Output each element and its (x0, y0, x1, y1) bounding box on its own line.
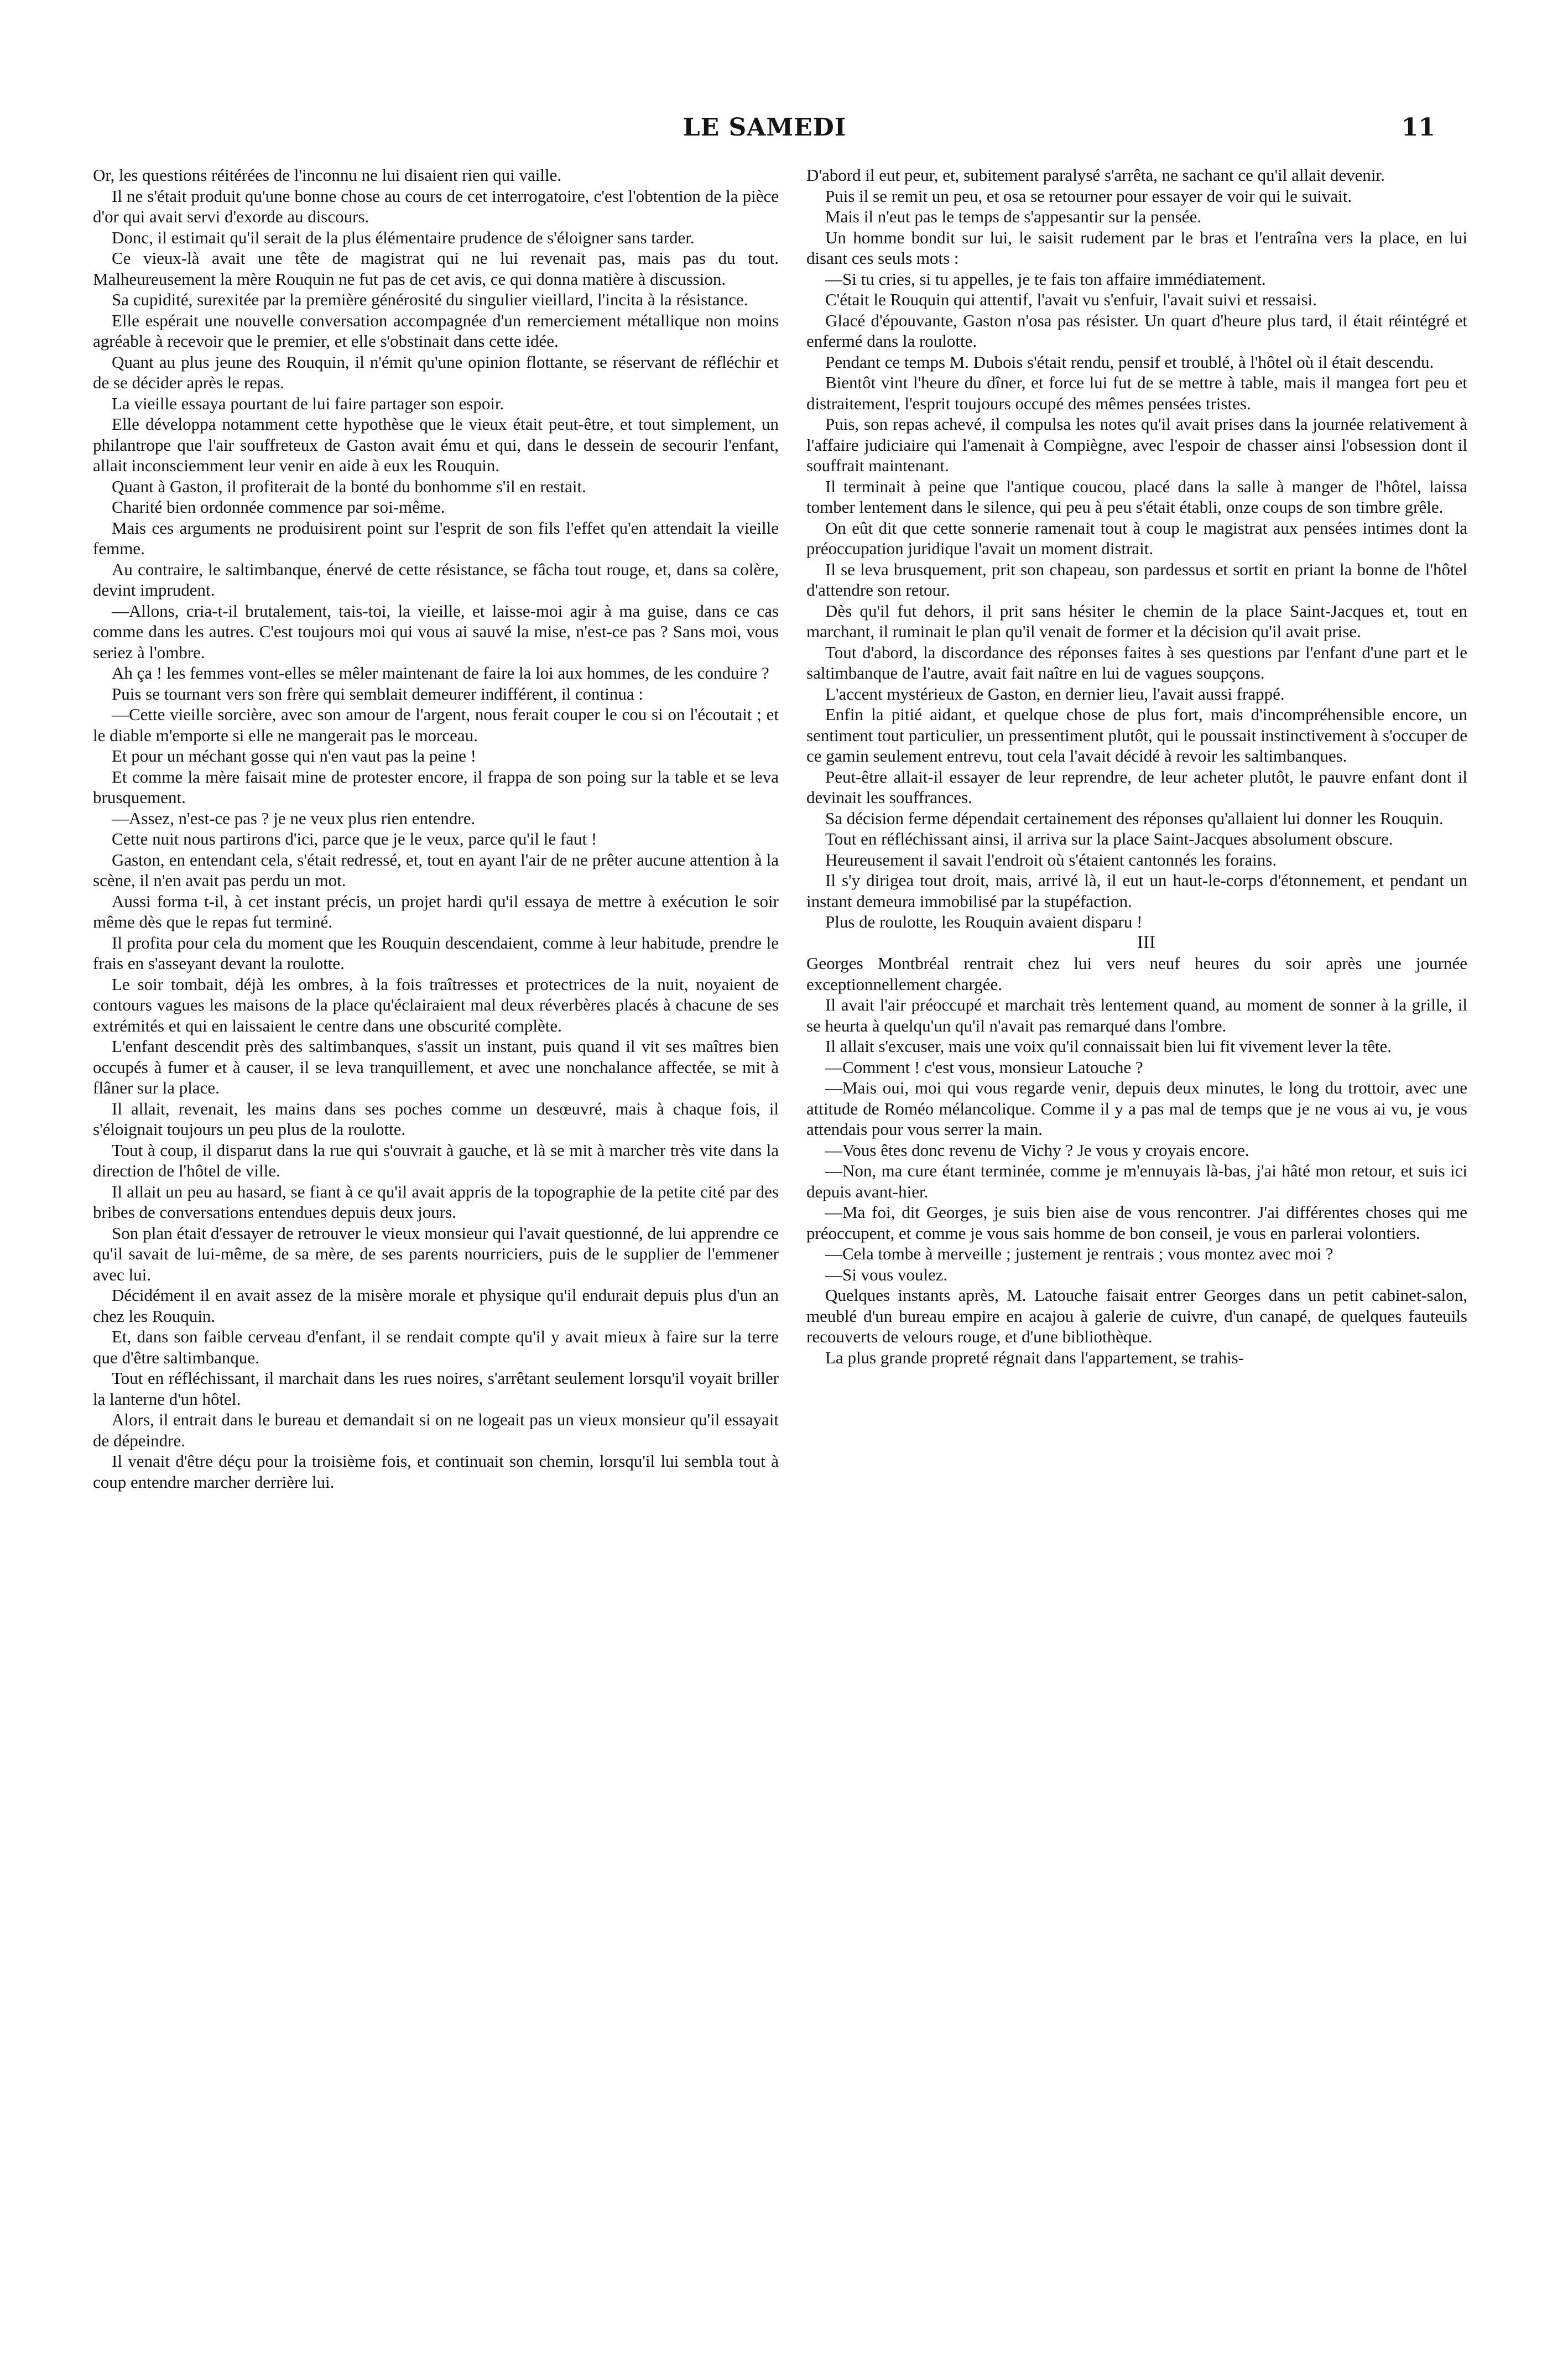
paragraph: Il avait l'air préoccupé et marchait très lentement quand, au moment de sonner à la grille, il se heurta à quelqu'un qu'il n'avait pas remarqué dans l'ombre. (806, 995, 1467, 1035)
left-column (93, 165, 779, 2311)
paragraph: —Comment ! c'est vous, monsieur Latouche ? (825, 1057, 1143, 1077)
paragraph: —Non, ma cure étant terminée, comme je m'ennuyais là-bas, j'ai hâté mon retour, et suis ici depuis avant-hier. (806, 1161, 1467, 1201)
right-column-part-one (806, 165, 1467, 933)
paragraph: Elle espérait une nouvelle conversation accompagnée d'un remerciement métallique non moins agréable à recevoir que le premier, et elle s'obstinait dans cette idée. (93, 310, 779, 351)
chapter-heading: III (1137, 932, 1155, 952)
paragraph: Cette nuit nous partirons d'ici, parce que je le veux, parce qu'il le faut ! (112, 829, 597, 848)
paragraph: Tout à coup, il disparut dans la rue qui s'ouvrait à gauche, et là se mit à marcher très vite dans la direction de l'hôtel de ville. (93, 1140, 779, 1180)
paragraph: Donc, il estimait qu'il serait de la plus élémentaire prudence de s'éloigner sans tarder. (112, 227, 695, 247)
paragraph: La vieille essaya pourtant de lui faire partager son espoir. (112, 393, 504, 413)
paragraph: Quant au plus jeune des Rouquin, il n'émit qu'une opinion flottante, se réservant de réfléchir et de se décider après le repas. (93, 352, 779, 392)
paragraph: Il terminait à peine que l'antique coucou, placé dans la salle à manger de l'hôtel, laissa tomber lentement dans le silence, qui peu à peu s'était établi, onze coups de son timbre grêle. (806, 476, 1467, 517)
paragraph: Pendant ce temps M. Dubois s'était rendu, pensif et troublé, à l'hôtel où il était descendu. (825, 352, 1434, 372)
paragraph: Sa décision ferme dépendait certainement des réponses qu'allaient lui donner les Rouquin. (825, 808, 1444, 828)
paragraph: Glacé d'épouvante, Gaston n'osa pas résister. Un quart d'heure plus tard, il était réintégré et enfermé dans la roulotte. (806, 310, 1467, 351)
paragraph: Plus de roulotte, les Rouquin avaient disparu ! (825, 912, 1143, 931)
paragraph: Il profita pour cela du moment que les Rouquin descendaient, comme à leur habitude, prendre le frais en s'asseyant devant la roulotte. (93, 933, 779, 973)
paragraph: On eût dit que cette sonnerie ramenait tout à coup le magistrat aux pensées intimes dont la préoccupation juridique l'avait un moment distrait. (806, 518, 1467, 558)
paragraph: Un homme bondit sur lui, le saisit rudement par le bras et l'entraîna vers la place, en lui disant ces seuls mots : (806, 227, 1467, 268)
paragraph: Il se leva brusquement, prit son chapeau, son pardessus et sortit en priant la bonne de l'hôtel d'attendre son retour. (806, 559, 1467, 600)
paragraph: Puis, son repas achevé, il compulsa les notes qu'il avait prises dans la journée relativement à l'affaire judiciaire qui l'amenait à Compiègne, avec l'espoir de chasser ainsi l'obsession dont il souffrait maintenant. (806, 414, 1467, 475)
paragraph: —Vous êtes donc revenu de Vichy ? Je vous y croyais encore. (825, 1140, 1249, 1160)
paragraph: Or, les questions réitérées de l'inconnu ne lui disaient rien qui vaille. (93, 165, 562, 185)
paragraph: —Si vous voulez. (825, 1264, 948, 1284)
paragraph: Alors, il entrait dans le bureau et demandait si on ne logeait pas un vieux monsieur qu'il essayait de dépeindre. (93, 1410, 779, 1450)
paragraph: C'était le Rouquin qui attentif, l'avait vu s'enfuir, l'avait suivi et ressaisi. (825, 290, 1317, 309)
paragraph: Le soir tombait, déjà les ombres, à la fois traîtresses et protectrices de la nuit, noyaient de contours vagues les maisons de la place qu'éclairaient mal deux réverbères placés à chacune de ses extrémités et qui en laissaient le centre dans une obscurité complète. (93, 974, 779, 1035)
paragraph: Son plan était d'essayer de retrouver le vieux monsieur qui l'avait questionné, de lui apprendre ce qu'il savait de lui-même, de sa mère, de ses parents nourriciers, puis de le supplier de l'emmener avec lui. (93, 1223, 779, 1284)
paragraph: Décidément il en avait assez de la misère morale et physique qu'il endurait depuis plus d'un an chez les Rouquin. (93, 1285, 779, 1326)
paragraph: Elle développa notamment cette hypothèse que le vieux était peut-être, et tout simplement, un philantrope que l'air souffreteux de Gaston avait ému et qui, dans le dessein de secourir l'enfant, allait inconsciemment leur venir en aide à eux les Rouquin. (93, 414, 779, 475)
paragraph: Mais il n'eut pas le temps de s'appesantir sur la pensée. (825, 207, 1202, 226)
paragraph: —Cela tombe à merveille ; justement je rentrais ; vous montez avec moi ? (825, 1244, 1333, 1263)
paragraph: Et, dans son faible cerveau d'enfant, il se rendait compte qu'il y avait mieux à faire sur la terre que d'être saltimbanque. (93, 1327, 779, 1367)
paragraph: Mais ces arguments ne produisirent point sur l'esprit de son fils l'effet qu'en attendait la vieille femme. (93, 518, 779, 558)
paragraph: Gaston, en entendant cela, s'était redressé, et, tout en ayant l'air de ne prêter aucune attention à la scène, il n'en avait pas perdu un mot. (93, 850, 779, 890)
paragraph: Et pour un méchant gosse qui n'en vaut pas la peine ! (112, 746, 476, 765)
paragraph: L'accent mystérieux de Gaston, en dernier lieu, l'avait aussi frappé. (825, 684, 1285, 704)
paragraph: Au contraire, le saltimbanque, énervé de cette résistance, se fâcha tout rouge, et, dans sa colère, devint imprudent. (93, 559, 779, 600)
paragraph: —Allons, cria-t-il brutalement, tais-toi, la vieille, et laisse-moi agir à ma guise, dans ce cas comme dans les autres. C'est toujours moi qui vous ai sauvé la mise, n'est-ce pas ? Sans moi, vous seriez à l'ombre. (93, 601, 779, 662)
paragraph: Ce vieux-là avait une tête de magistrat qui ne lui revenait pas, mais pas du tout. Malheureusement la mère Rouquin ne fut pas de cet avis, ce qui donna matière à discussion. (93, 248, 779, 289)
paragraph: Il allait s'excuser, mais une voix qu'il connaissait bien lui fit vivement lever la tête. (825, 1037, 1392, 1056)
paragraph: D'abord il eut peur, et, subitement paralysé s'arrêta, ne sachant ce qu'il allait devenir. (806, 165, 1385, 185)
paragraph: Aussi forma t-il, à cet instant précis, un projet hardi qu'il essaya de mettre à exécution le soir même dès que le repas fut terminé. (93, 891, 779, 931)
paragraph: L'enfant descendit près des saltimbanques, s'assit un instant, puis quand il vit ses maîtres bien occupés à fumer et à causer, il se leva tranquillement, et avec une nonchalance affectée, se mit à flâner sur la place. (93, 1037, 779, 1097)
paragraph: Il s'y dirigea tout droit, mais, arrivé là, il eut un haut-le-corps d'étonnement, et pendant un instant demeura immobilisé par la stupéfaction. (806, 871, 1467, 911)
paragraph: Tout d'abord, la discordance des réponses faites à ses questions par l'enfant d'une part et le saltimbanque de l'autre, avait fait naître en lui de vagues soupçons. (806, 642, 1467, 683)
paragraph: Georges Montbréal rentrait chez lui vers neuf heures du soir après une journée exceptionnellement chargée. (806, 954, 1467, 994)
paragraph: Il ne s'était produit qu'une bonne chose au cours de cet interrogatoire, c'est l'obtention de la pièce d'or qui avait servi d'exorde au discours. (93, 186, 779, 226)
paragraph: —Ma foi, dit Georges, je suis bien aise de vous rencontrer. J'ai différentes choses qui me préoccupent, et comme je vous sais homme de bon conseil, je vous en parlerai volontiers. (806, 1202, 1467, 1243)
paragraph: Il allait, revenait, les mains dans ses poches comme un desœuvré, mais à chaque fois, il s'éloignait toujours un peu plus de la roulotte. (93, 1098, 779, 1139)
paragraph: Il allait un peu au hasard, se fiant à ce qu'il avait appris de la topographie de la petite cité par des bribes de conversations entendues depuis deux jours. (93, 1181, 779, 1222)
paragraph: Sa cupidité, surexitée par la première générosité du singulier vieillard, l'incita à la résistance. (112, 290, 748, 309)
paragraph: —Mais oui, moi qui vous regarde venir, depuis deux minutes, le long du trottoir, avec une attitude de Roméo mélancolique. Comme il y a pas mal de temps que je ne vous ai vu, je vous attendais pour vous serrer la main. (806, 1078, 1467, 1139)
page-number: 11 (1401, 113, 1435, 142)
paragraph: —Assez, n'est-ce pas ? je ne veux plus rien entendre. (112, 808, 476, 828)
paragraph: Heureusement il savait l'endroit où s'étaient cantonnés les forains. (825, 850, 1277, 869)
paragraph: Puis il se remit un peu, et osa se retourner pour essayer de voir qui le suivait. (825, 186, 1352, 206)
right-column-part-two (806, 953, 1467, 1368)
paragraph: Dès qu'il fut dehors, il prit sans hésiter le chemin de la place Saint-Jacques et, tout en marchant, il ruminait le plan qu'il venait de former et la décision qu'il avait prise. (806, 601, 1467, 641)
paragraph: Charité bien ordonnée commence par soi-même. (112, 497, 445, 517)
paragraph: Bientôt vint l'heure du dîner, et force lui fut de se mettre à table, mais il mangea fort peu et distraitement, l'esprit toujours occupé des mêmes pensées tristes. (806, 373, 1467, 413)
paragraph: Tout en réfléchissant, il marchait dans les rues noires, s'arrêtant seulement lorsqu'il voyait briller la lanterne d'un hôtel. (93, 1368, 779, 1409)
paragraph: —Si tu cries, si tu appelles, je te fais ton affaire immédiatement. (825, 269, 1266, 289)
paragraph: Puis se tournant vers son frère qui semblait demeurer indifférent, il continua : (112, 684, 644, 704)
paragraph: Quant à Gaston, il profiterait de la bonté du bonhomme s'il en restait. (112, 476, 586, 496)
paragraph: Peut-être allait-il essayer de leur reprendre, de leur acheter plutôt, le pauvre enfant dont il devinait les souffrances. (806, 767, 1467, 807)
paragraph: Il venait d'être déçu pour la troisième fois, et continuait son chemin, lorsqu'il lui sembla tout à coup entendre marcher derrière lui. (93, 1451, 779, 1492)
paragraph: Et comme la mère faisait mine de protester encore, il frappa de son poing sur la table et se leva brusquement. (93, 767, 779, 807)
paragraph: Quelques instants après, M. Latouche faisait entrer Georges dans un petit cabinet-salon, meublé d'un bureau empire en acajou à galerie de cuivre, d'un canapé, de quelques fauteuils recouverts de velours rouge, et d'une bibliothèque. (806, 1285, 1467, 1346)
paragraph: Enfin la pitié aidant, et quelque chose de plus fort, mais d'incompréhensible encore, un sentiment tout particulier, un pressentiment plutôt, qui le poussait instinctivement à s'occuper de ce gamin seulement entrevu, tout cela l'avait décidé à revoir les saltimbanques. (806, 705, 1467, 765)
paragraph: —Cette vieille sorcière, avec son amour de l'argent, nous ferait couper le cou si on l'écoutait ; et le diable m'emporte si elle ne mangerait pas le morceau. (93, 705, 779, 745)
newspaper-title: LE SAMEDI (683, 113, 847, 142)
paragraph: Ah ça ! les femmes vont-elles se mêler maintenant de faire la loi aux hommes, de les conduire ? (112, 663, 769, 683)
paragraph: Tout en réfléchissant ainsi, il arriva sur la place Saint-Jacques absolument obscure. (825, 829, 1393, 848)
right-column (806, 165, 1467, 2311)
page-header (94, 113, 1435, 163)
paragraph: La plus grande propreté régnait dans l'appartement, se trahis- (825, 1347, 1244, 1367)
